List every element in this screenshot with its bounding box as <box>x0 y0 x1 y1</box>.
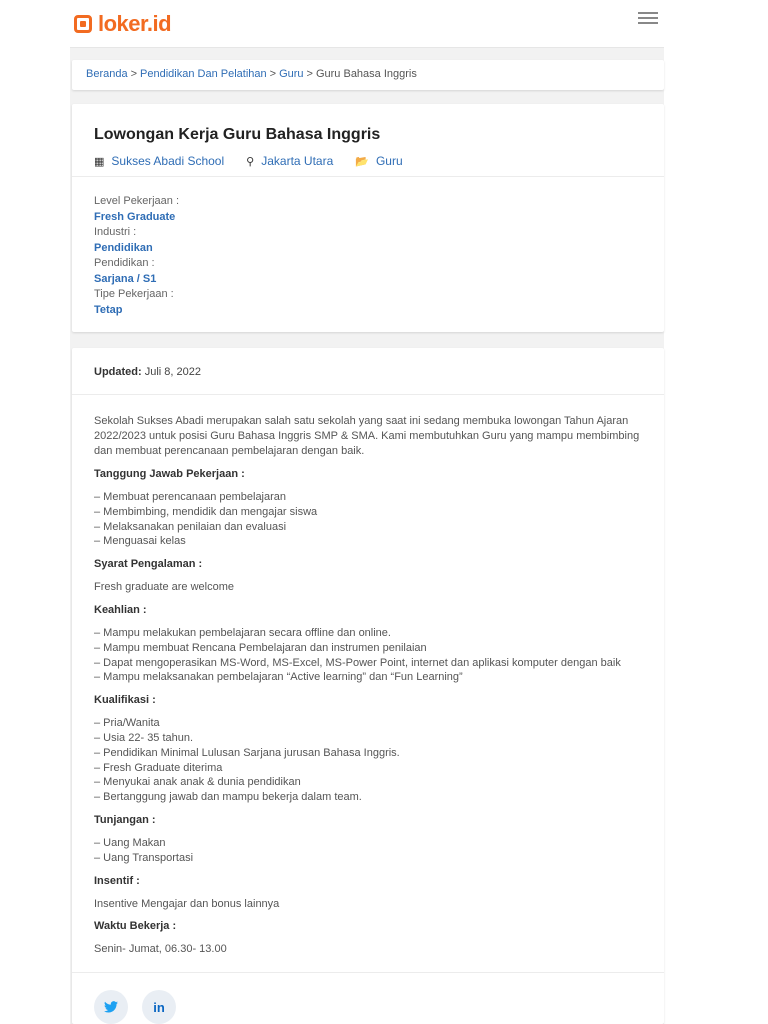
list-item: – Uang Makan <box>94 836 166 849</box>
list-item: – Membimbing, mendidik dan mengajar siswa <box>94 505 318 518</box>
section-heading: Tunjangan : <box>94 813 156 826</box>
job-title: Lowongan Kerja Guru Bahasa Inggris <box>94 126 381 143</box>
list-item: – Mampu melaksanakan pembelajaran “Active learning” dan “Fun Learning” <box>94 671 463 684</box>
attr-value-education: Sarjana / S1 <box>94 272 157 285</box>
attr-label-industry: Industri : <box>94 226 137 238</box>
list-item: – Mampu membuat Rencana Pembelajaran dan instrumen penilaian <box>94 641 427 654</box>
job-category[interactable] <box>355 154 402 168</box>
section-heading: Insentif : <box>94 874 140 887</box>
attr-value-type: Tetap <box>94 303 123 316</box>
updated-date: Juli 8, 2022 <box>144 366 201 378</box>
building-icon: ▦ <box>94 155 105 168</box>
list-item: Senin- Jumat, 06.30- 13.00 <box>94 943 227 956</box>
list-item: – Menyukai anak anak & dunia pendidikan <box>94 776 301 789</box>
attr-value-level: Fresh Graduate <box>94 210 176 223</box>
breadcrumb-current: Guru Bahasa Inggris <box>315 68 417 80</box>
section-list <box>94 942 654 957</box>
updated-label: Updated: <box>94 366 142 378</box>
breadcrumb-separator: > <box>269 68 277 80</box>
breadcrumb-link-category[interactable]: Pendidikan Dan Pelatihan <box>140 68 267 80</box>
attr-label-type: Tipe Pekerjaan : <box>94 288 174 300</box>
list-item: – Menguasai kelas <box>94 535 186 548</box>
job-company-label: Sukses Abadi School <box>111 154 225 168</box>
list-item: Fresh graduate are welcome <box>94 581 235 594</box>
list-item: – Dapat mengoperasikan MS-Word, MS-Excel, MS-Power Point, internet dan aplikasi komputer dengan baik <box>94 656 621 669</box>
breadcrumb-separator: > <box>306 68 313 80</box>
job-description <box>94 414 654 965</box>
section-list <box>94 716 654 805</box>
map-pin-icon: ⚲ <box>246 155 255 168</box>
folder-icon: 📂 <box>355 155 369 168</box>
job-description-card <box>72 348 664 1024</box>
attr-value-industry: Pendidikan <box>94 241 153 254</box>
list-item: – Bertanggung jawab dan mampu bekerja dalam team. <box>94 791 362 804</box>
attr-label-education: Pendidikan : <box>94 257 155 269</box>
section-list <box>94 836 654 866</box>
job-intro: Sekolah Sukses Abadi merupakan salah satu sekolah yang saat ini sedang membuka lowongan Tahun Ajaran 2022/2023 untuk posisi Guru Bahasa Inggris SMP & SMA. Kami membutuhkan Guru yang mampu membimbing dan membuat perencanaan pembelajaran dengan baik. <box>94 415 640 457</box>
divider <box>72 394 664 395</box>
list-item: – Membuat perencanaan pembelajaran <box>94 491 287 503</box>
job-header-card <box>72 104 664 332</box>
twitter-icon <box>104 1001 118 1013</box>
twitter-share-button[interactable] <box>94 990 128 1024</box>
list-item: – Pria/Wanita <box>94 717 160 730</box>
section-heading: Kualifikasi : <box>94 694 156 707</box>
job-attributes <box>94 194 179 318</box>
hamburger-menu-icon[interactable] <box>638 12 658 26</box>
logo-icon <box>74 15 92 33</box>
section-heading: Waktu Bekerja : <box>94 920 177 933</box>
list-item: – Uang Transportasi <box>94 851 194 864</box>
job-location[interactable] <box>246 154 333 168</box>
section-list <box>94 626 654 685</box>
divider <box>72 176 664 177</box>
section-list <box>94 490 654 549</box>
list-item: Insentive Mengajar dan bonus lainnya <box>94 897 280 910</box>
logo-text: loker.id <box>98 11 172 36</box>
job-location-label: Jakarta Utara <box>261 154 334 168</box>
updated-info <box>94 366 201 378</box>
section-heading: Keahlian : <box>94 603 147 616</box>
job-company[interactable] <box>94 154 224 168</box>
page-container <box>70 0 664 1024</box>
breadcrumb <box>72 60 664 90</box>
breadcrumb-link-subcategory[interactable]: Guru <box>279 68 304 80</box>
list-item: – Melaksanakan penilaian dan evaluasi <box>94 520 287 533</box>
linkedin-icon: in <box>153 999 165 1015</box>
site-header <box>70 0 664 48</box>
section-heading: Syarat Pengalaman : <box>94 558 203 571</box>
share-buttons <box>94 990 190 1024</box>
breadcrumb-link-home[interactable]: Beranda <box>86 68 128 80</box>
breadcrumb-separator: > <box>130 68 138 80</box>
section-list <box>94 580 654 595</box>
section-list <box>94 897 654 912</box>
job-category-label: Guru <box>375 154 403 168</box>
divider <box>72 972 664 973</box>
section-heading: Tanggung Jawab Pekerjaan : <box>94 468 245 480</box>
list-item: – Pendidikan Minimal Lulusan Sarjana jurusan Bahasa Inggris. <box>94 746 400 759</box>
attr-label-level: Level Pekerjaan : <box>94 195 179 207</box>
linkedin-share-button[interactable] <box>142 990 176 1024</box>
list-item: – Usia 22- 35 tahun. <box>94 731 194 744</box>
list-item: – Fresh Graduate diterima <box>94 761 223 774</box>
job-meta <box>94 154 425 168</box>
site-logo[interactable] <box>74 12 171 36</box>
list-item: – Mampu melakukan pembelajaran secara offline dan online. <box>94 626 391 639</box>
